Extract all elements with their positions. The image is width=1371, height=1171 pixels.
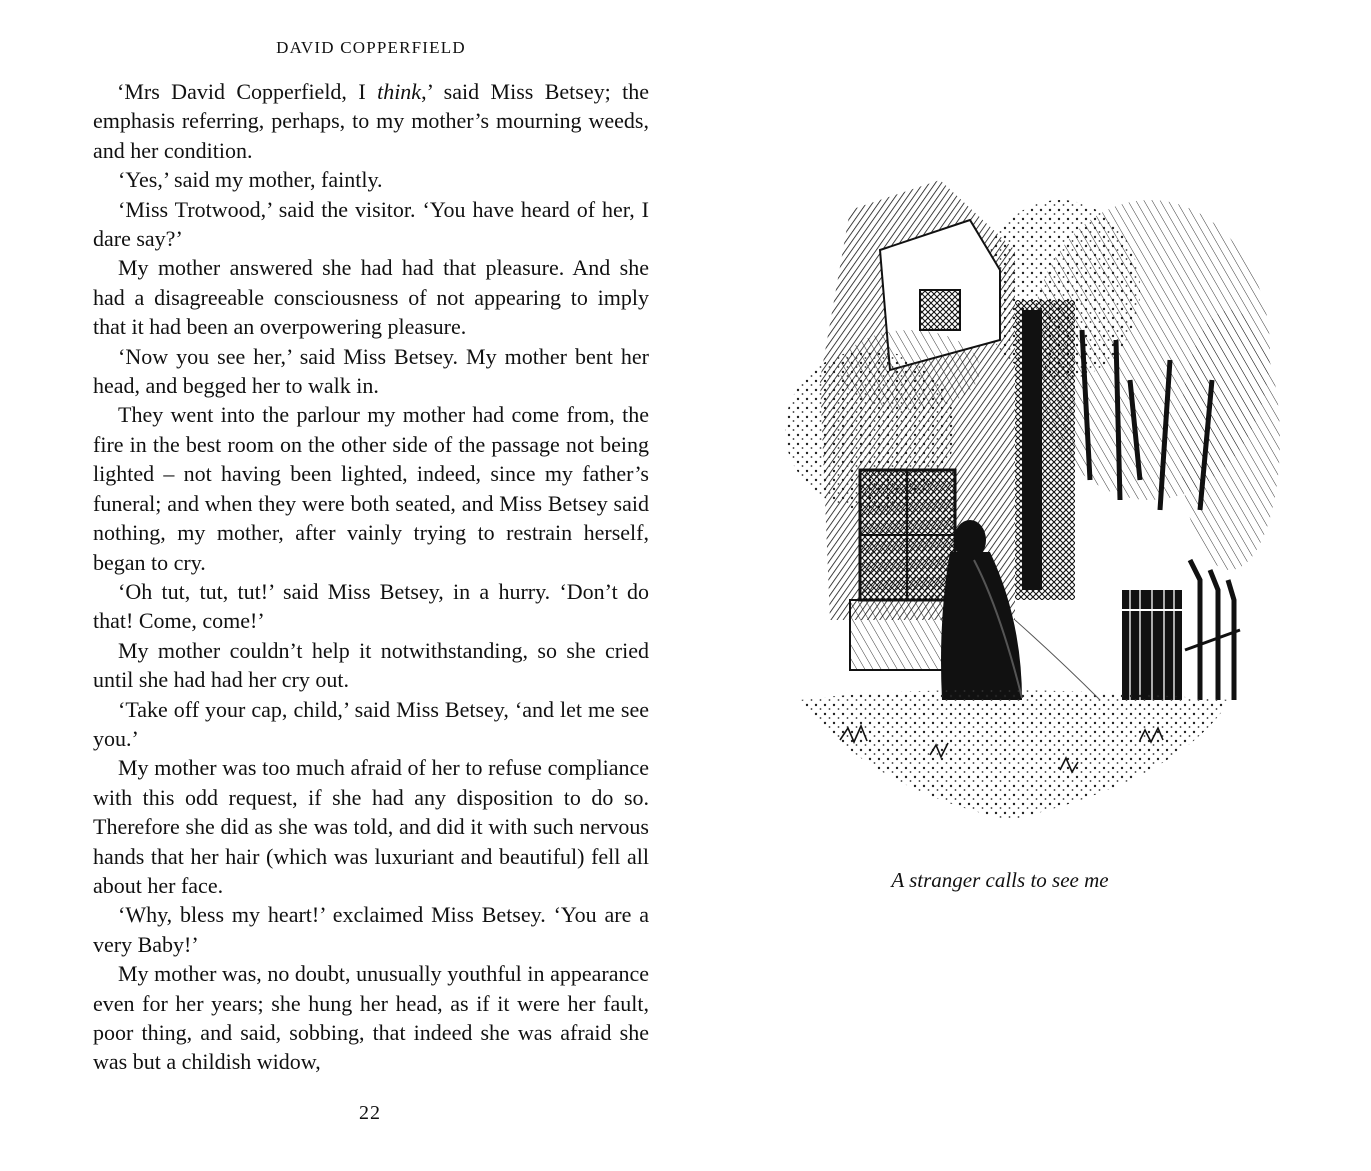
paragraph bbox=[93, 77, 649, 165]
paragraph: My mother couldn’t help it notwithstanding, so she cried until she had had her cry out. bbox=[93, 637, 649, 693]
running-head: DAVID COPPERFIELD bbox=[276, 38, 466, 57]
paragraph: ‘Take off your cap, child,’ said Miss Betsey, ‘and let me see you.’ bbox=[93, 696, 649, 751]
page-number: 22 bbox=[359, 1102, 381, 1124]
paragraph: They went into the parlour my mother had come from, the fire in the best room on the other side of the passage not being lighted – not having been lighted, indeed, since my father’s funeral; and when they were both seated, and Miss Betsey said nothing, my mother, after vainly trying to restrain herself, began to cry. bbox=[93, 402, 649, 575]
paragraph-text: ‘Mrs David Copperfield, I bbox=[117, 79, 378, 104]
paragraph-text: ,’ said Miss Betsey; the emphasis referring, perhaps, to my mother’s mourning weeds, and her condition. bbox=[93, 79, 649, 163]
paragraph: My mother answered she had had that pleasure. And she had a disagreeable consciousness of not appearing to imply that it had been an overpowering pleasure. bbox=[93, 255, 649, 340]
paragraph: My mother was too much afraid of her to refuse compliance with this odd request, if she had any disposition to do so. Therefore she did as she was told, and did it with such nervous hands that her hair (which was luxuriant and beautiful) fell all about her face. bbox=[93, 755, 649, 898]
paragraph: ‘Yes,’ said my mother, faintly. bbox=[118, 167, 383, 193]
body-text bbox=[93, 77, 649, 1077]
paragraph: ‘Now you see her,’ said Miss Betsey. My mother bent her head, and begged her to walk in. bbox=[93, 343, 649, 399]
garden-gate bbox=[1122, 560, 1240, 700]
illustration-caption: A stranger calls to see me bbox=[891, 868, 1109, 892]
paragraph: ‘Miss Trotwood,’ said the visitor. ‘You have heard of her, I dare say?’ bbox=[93, 196, 649, 252]
engraving-illustration bbox=[760, 180, 1280, 830]
paragraph: My mother was, no doubt, unusually youthful in appearance even for her years; she hung her head, as if it were her fault, poor thing, and said, sobbing, that indeed she was afraid she was but a childish widow, bbox=[93, 961, 649, 1075]
paragraph: ‘Why, bless my heart!’ exclaimed Miss Betsey. ‘You are a very Baby!’ bbox=[93, 902, 649, 957]
emphasis-text: think bbox=[377, 79, 422, 104]
paragraph: ‘Oh tut, tut, tut!’ said Miss Betsey, in a hurry. ‘Don’t do that! Come, come!’ bbox=[93, 578, 649, 634]
